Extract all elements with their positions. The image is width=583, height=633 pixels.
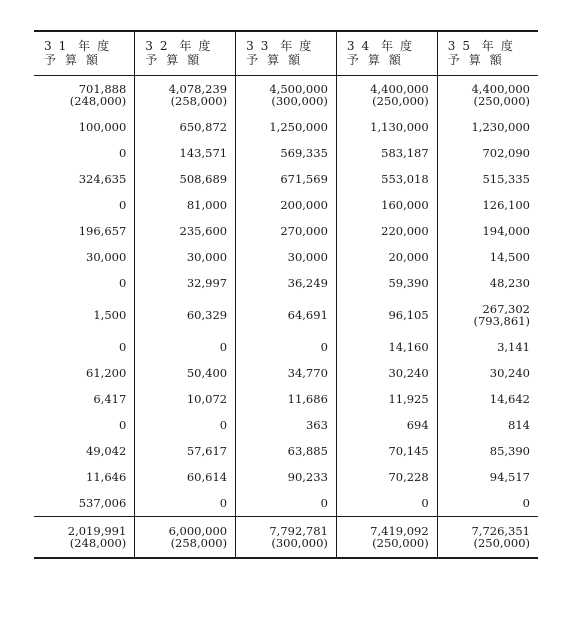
- table-cell: [135, 412, 236, 438]
- cell-value: 569,335: [280, 146, 328, 160]
- header-label: 予算額: [44, 53, 108, 67]
- cell-value: 220,000: [381, 224, 429, 238]
- cell-value: 14,160: [388, 340, 429, 354]
- cell-value-parenthetical: (793,861): [473, 314, 530, 328]
- cell-value: 701,888: [78, 82, 127, 96]
- table-row: [34, 114, 538, 140]
- cell-value: 6,000,000: [168, 524, 228, 538]
- cell-value: 70,145: [388, 444, 429, 458]
- cell-value: 10,072: [186, 392, 228, 406]
- table-body: [34, 76, 538, 559]
- table-cell: [34, 218, 135, 244]
- table-cell: [34, 114, 135, 140]
- cell-value: 508,689: [179, 172, 228, 186]
- cell-value: 4,078,239: [168, 82, 228, 96]
- cell-value: 94,517: [489, 470, 530, 484]
- table-cell: [135, 464, 236, 490]
- cell-value: 553,018: [381, 172, 429, 186]
- cell-value: 0: [118, 146, 127, 160]
- table-cell: [34, 517, 135, 559]
- cell-value: 7,792,781: [269, 524, 328, 538]
- cell-value: 0: [219, 496, 228, 510]
- table-cell: [236, 218, 337, 244]
- table-cell: [336, 140, 437, 166]
- header-year: 32: [145, 39, 175, 53]
- cell-value: 60,614: [186, 470, 228, 484]
- table-cell: [336, 192, 437, 218]
- table-cell: [34, 76, 135, 115]
- cell-value: 7,726,351: [471, 524, 530, 538]
- table-cell: [34, 360, 135, 386]
- cell-value: 0: [320, 496, 328, 510]
- table-cell: [135, 386, 236, 412]
- table-cell: [437, 76, 538, 115]
- header-nen: 年: [381, 39, 401, 53]
- table-cell: [336, 334, 437, 360]
- table-cell: [135, 76, 236, 115]
- table-cell: [135, 192, 236, 218]
- table-row: [34, 140, 538, 166]
- table-cell: [135, 166, 236, 192]
- table-cell: [336, 360, 437, 386]
- header-label: 予算額: [447, 53, 511, 67]
- header-nen: 年: [179, 39, 199, 53]
- table-cell: [135, 438, 236, 464]
- cell-value: 363: [305, 418, 328, 432]
- cell-value: 30,240: [489, 366, 530, 380]
- cell-value-parenthetical: (250,000): [372, 536, 429, 550]
- table-cell: [336, 464, 437, 490]
- table-cell: [336, 517, 437, 559]
- table-row: [34, 386, 538, 412]
- header-do: 度: [198, 39, 218, 53]
- table-cell: [336, 114, 437, 140]
- table-cell: [236, 360, 337, 386]
- header-do: 度: [400, 39, 420, 53]
- cell-value: 4,500,000: [269, 82, 328, 96]
- cell-value-parenthetical: (250,000): [372, 94, 429, 108]
- total-row: [34, 517, 538, 559]
- table-cell: [437, 218, 538, 244]
- table-row: [34, 270, 538, 296]
- cell-value: 2,019,991: [67, 524, 127, 538]
- table-cell: [135, 360, 236, 386]
- table-cell: [34, 192, 135, 218]
- header-cell-31: [34, 31, 135, 76]
- header-cell-33: [236, 31, 337, 76]
- table-cell: [34, 244, 135, 270]
- table-row: [34, 296, 538, 334]
- header-cell-32: [135, 31, 236, 76]
- table-row: [34, 438, 538, 464]
- cell-value: 537,006: [78, 496, 127, 510]
- cell-value: 0: [118, 340, 127, 354]
- cell-value: 0: [219, 418, 228, 432]
- cell-value: 0: [118, 276, 127, 290]
- table-cell: [34, 166, 135, 192]
- cell-value: 324,635: [78, 172, 127, 186]
- table-cell: [236, 140, 337, 166]
- table-cell: [34, 464, 135, 490]
- table-cell: [336, 438, 437, 464]
- header-row: [34, 31, 538, 76]
- table-cell: [236, 334, 337, 360]
- header-do: 度: [500, 39, 520, 53]
- cell-value-parenthetical: (248,000): [69, 536, 127, 550]
- cell-value: 650,872: [179, 120, 228, 134]
- table-cell: [336, 218, 437, 244]
- table-cell: [336, 76, 437, 115]
- cell-value: 30,000: [287, 250, 328, 264]
- cell-value: 143,571: [179, 146, 228, 160]
- table-row: [34, 166, 538, 192]
- cell-value: 671,569: [280, 172, 328, 186]
- table-cell: [236, 76, 337, 115]
- header-cell-34: [336, 31, 437, 76]
- table-cell: [236, 464, 337, 490]
- cell-value: 7,419,092: [370, 524, 429, 538]
- cell-value: 32,997: [186, 276, 228, 290]
- cell-value: 200,000: [280, 198, 328, 212]
- table-row: [34, 244, 538, 270]
- table-cell: [437, 140, 538, 166]
- table-cell: [34, 490, 135, 517]
- table-cell: [336, 412, 437, 438]
- table-row: [34, 76, 538, 115]
- cell-value: 61,200: [86, 366, 127, 380]
- cell-value: 64,691: [287, 308, 328, 322]
- header-cell-35: [437, 31, 538, 76]
- header-nen: 年: [481, 39, 501, 53]
- cell-value: 48,230: [489, 276, 530, 290]
- table-cell: [437, 412, 538, 438]
- cell-value: 515,335: [482, 172, 530, 186]
- cell-value: 50,400: [186, 366, 228, 380]
- budget-table: [34, 30, 538, 559]
- table-cell: [437, 464, 538, 490]
- table-cell: [135, 517, 236, 559]
- cell-value: 0: [118, 198, 127, 212]
- table-cell: [135, 218, 236, 244]
- cell-value: 160,000: [381, 198, 429, 212]
- cell-value: 0: [320, 340, 328, 354]
- cell-value: 814: [508, 418, 530, 432]
- table-cell: [34, 334, 135, 360]
- table-cell: [236, 192, 337, 218]
- header-year: 34: [346, 39, 377, 53]
- table-cell: [34, 296, 135, 334]
- cell-value: 6,417: [93, 392, 127, 406]
- cell-value: 235,600: [179, 224, 228, 238]
- cell-value-parenthetical: (250,000): [473, 536, 530, 550]
- cell-value: 30,000: [86, 250, 127, 264]
- cell-value: 4,400,000: [471, 82, 530, 96]
- table-cell: [336, 270, 437, 296]
- table-cell: [437, 386, 538, 412]
- header-label: 予算額: [346, 53, 410, 67]
- cell-value: 3,141: [497, 340, 530, 354]
- header-label: 予算額: [145, 53, 209, 67]
- cell-value: 34,770: [287, 366, 328, 380]
- cell-value: 1,230,000: [471, 120, 530, 134]
- table-cell: [236, 114, 337, 140]
- table-cell: [336, 244, 437, 270]
- cell-value: 30,240: [388, 366, 429, 380]
- table-cell: [236, 438, 337, 464]
- table-row: [34, 334, 538, 360]
- table-cell: [236, 244, 337, 270]
- cell-value: 20,000: [388, 250, 429, 264]
- cell-value: 270,000: [280, 224, 328, 238]
- cell-value: 11,646: [86, 470, 127, 484]
- cell-value: 194,000: [482, 224, 530, 238]
- table-cell: [236, 517, 337, 559]
- header-year: 31: [44, 39, 74, 53]
- cell-value-parenthetical: (300,000): [271, 536, 328, 550]
- cell-value-parenthetical: (250,000): [473, 94, 530, 108]
- table-cell: [236, 166, 337, 192]
- table-cell: [236, 270, 337, 296]
- table-cell: [437, 360, 538, 386]
- cell-value: 63,885: [287, 444, 328, 458]
- table-row: [34, 192, 538, 218]
- table-cell: [34, 140, 135, 166]
- table-cell: [437, 334, 538, 360]
- cell-value: 1,250,000: [269, 120, 328, 134]
- header-nen: 年: [280, 39, 300, 53]
- header-year: 35: [447, 39, 477, 53]
- table-cell: [437, 244, 538, 270]
- cell-value: 583,187: [381, 146, 429, 160]
- table-cell: [34, 412, 135, 438]
- table-cell: [236, 296, 337, 334]
- table-cell: [437, 192, 538, 218]
- cell-value-parenthetical: (258,000): [170, 536, 228, 550]
- header-nen: 年: [78, 39, 98, 53]
- table-cell: [437, 166, 538, 192]
- table-cell: [34, 270, 135, 296]
- table-cell: [135, 114, 236, 140]
- table-cell: [437, 517, 538, 559]
- cell-value: 0: [421, 496, 429, 510]
- cell-value: 57,617: [186, 444, 228, 458]
- table-cell: [135, 270, 236, 296]
- table-cell: [135, 296, 236, 334]
- table-cell: [437, 438, 538, 464]
- table-cell: [236, 412, 337, 438]
- cell-value: 96,105: [388, 308, 429, 322]
- header-do: 度: [97, 39, 117, 53]
- cell-value: 60,329: [186, 308, 228, 322]
- cell-value: 0: [522, 496, 530, 510]
- cell-value: 694: [406, 418, 429, 432]
- cell-value: 100,000: [78, 120, 127, 134]
- table-cell: [135, 140, 236, 166]
- cell-value: 90,233: [287, 470, 328, 484]
- table-cell: [336, 386, 437, 412]
- budget-table-page: [34, 30, 538, 559]
- cell-value: 14,642: [489, 392, 530, 406]
- table-row: [34, 412, 538, 438]
- cell-value: 4,400,000: [370, 82, 429, 96]
- table-cell: [437, 270, 538, 296]
- cell-value: 196,657: [78, 224, 127, 238]
- table-cell: [135, 490, 236, 517]
- header-do: 度: [299, 39, 319, 53]
- cell-value: 30,000: [186, 250, 228, 264]
- table-cell: [437, 296, 538, 334]
- table-cell: [437, 490, 538, 517]
- table-row: [34, 218, 538, 244]
- table-cell: [135, 334, 236, 360]
- table-cell: [135, 244, 236, 270]
- cell-value: 0: [118, 418, 127, 432]
- table-cell: [236, 386, 337, 412]
- cell-value: 1,130,000: [370, 120, 429, 134]
- table-cell: [236, 490, 337, 517]
- cell-value: 49,042: [86, 444, 127, 458]
- table-row: [34, 464, 538, 490]
- cell-value: 702,090: [482, 146, 530, 160]
- cell-value: 85,390: [489, 444, 530, 458]
- cell-value: 0: [219, 340, 228, 354]
- cell-value: 14,500: [489, 250, 530, 264]
- cell-value: 11,925: [388, 392, 429, 406]
- table-cell: [437, 114, 538, 140]
- table-cell: [34, 438, 135, 464]
- table-row: [34, 360, 538, 386]
- table-cell: [336, 166, 437, 192]
- cell-value: 36,249: [287, 276, 328, 290]
- cell-value: 11,686: [287, 392, 328, 406]
- cell-value: 1,500: [93, 308, 127, 322]
- cell-value-parenthetical: (300,000): [271, 94, 328, 108]
- header-year: 33: [246, 39, 276, 53]
- table-cell: [336, 490, 437, 517]
- cell-value-parenthetical: (258,000): [170, 94, 228, 108]
- table-cell: [34, 386, 135, 412]
- cell-value: 59,390: [388, 276, 429, 290]
- cell-value: 81,000: [186, 198, 228, 212]
- header-label: 予算額: [246, 53, 310, 67]
- table-cell: [336, 296, 437, 334]
- cell-value: 267,302: [482, 302, 530, 316]
- cell-value: 70,228: [388, 470, 429, 484]
- cell-value: 126,100: [482, 198, 530, 212]
- table-row: [34, 490, 538, 517]
- cell-value-parenthetical: (248,000): [69, 94, 127, 108]
